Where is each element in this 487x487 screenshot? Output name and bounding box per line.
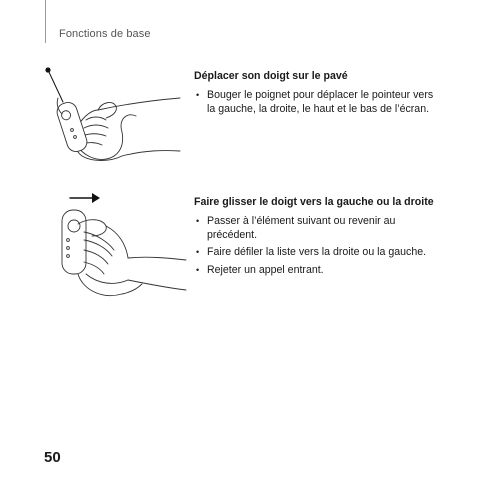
hand-wrist-move-icon <box>36 58 186 176</box>
bullet-text: Faire défiler la liste vers la droite ou la gauche. <box>207 246 427 258</box>
section-move-finger <box>194 70 444 120</box>
list-item <box>194 215 444 242</box>
bullet-icon: • <box>196 247 200 257</box>
bullet-list <box>194 89 444 116</box>
section-title: Déplacer son doigt sur le pavé <box>194 70 348 82</box>
list-item <box>194 264 444 278</box>
section-title: Faire glisser le doigt vers la gauche ou la droite <box>194 196 434 208</box>
bullet-icon: • <box>196 264 200 275</box>
hand-swipe-right-icon <box>44 188 188 306</box>
list-item <box>194 246 444 260</box>
bullet-icon: • <box>196 216 200 226</box>
bullet-text: Bouger le poignet pour déplacer le pointeur vers la gauche, la droite, le haut et le bas de l’écran. <box>207 89 434 115</box>
section-header: Fonctions de base <box>59 28 151 40</box>
bullet-icon: • <box>196 90 200 100</box>
page-number: 50 <box>44 449 61 466</box>
bullet-text: Rejeter un appel entrant. <box>207 263 324 276</box>
bullet-text: Passer à l’élément suivant ou revenir au précédent. <box>207 215 396 241</box>
list-item <box>194 89 444 116</box>
bullet-list <box>194 215 444 277</box>
header-divider <box>45 0 46 43</box>
section-swipe-left-right <box>194 196 444 281</box>
